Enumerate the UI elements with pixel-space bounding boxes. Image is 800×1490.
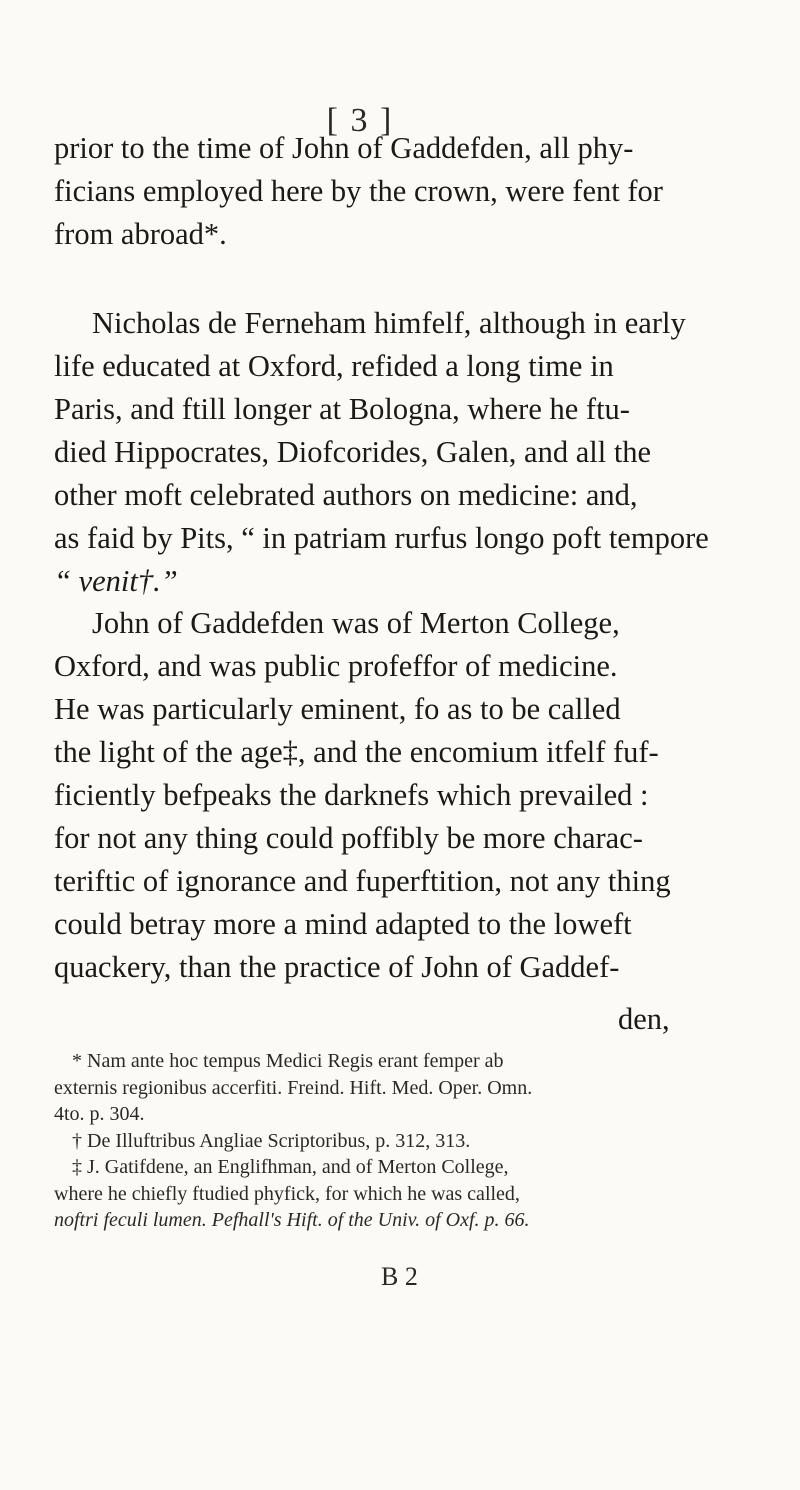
page-number: [ 3 ]: [326, 102, 394, 139]
text-line: ficians employed here by the crown, were fent for: [54, 174, 663, 208]
text-line: died Hippocrates, Diofcorides, Galen, and all the: [54, 435, 652, 469]
paragraph-1: [54, 127, 734, 256]
text-line: Oxford, and was public profeffor of medicine.: [54, 649, 618, 683]
paragraph-3: [54, 602, 734, 989]
text-line: prior to the time of John of Gaddefden, all phy-: [54, 131, 634, 165]
text-line: for not any thing could poffibly be more charac-: [54, 821, 643, 855]
catchword: den,: [618, 1002, 670, 1036]
footnote-line: 4to. p. 304.: [54, 1103, 145, 1125]
footnote-line: * Nam ante hoc tempus Medici Regis erant femper ab: [72, 1050, 504, 1072]
footnote-line: ‡ J. Gatifdene, an Englifhman, and of Merton College,: [72, 1156, 509, 1178]
text-line: ficiently befpeaks the darknefs which prevailed :: [54, 778, 649, 812]
text-line: the light of the age‡, and the encomium itfelf fuf-: [54, 735, 659, 769]
footnotes: [54, 1048, 754, 1234]
text-line: from abroad*.: [54, 217, 227, 251]
footnote-line: where he chiefly ftudied phyfick, for which he was called,: [54, 1182, 520, 1205]
text-line: could betray more a mind adapted to the loweft: [54, 907, 632, 941]
text-line: Paris, and ftill longer at Bologna, where he ftu-: [54, 392, 630, 426]
text-line: “ venit†.”: [54, 564, 178, 598]
text-line: quackery, than the practice of John of Gaddef-: [54, 950, 620, 984]
text-line: He was particularly eminent, fo as to be called: [54, 692, 621, 726]
paragraph-2: [54, 302, 734, 603]
text-line: Nicholas de Ferneham himfelf, although in early: [92, 306, 686, 340]
footnote-line: externis regionibus accerfiti. Freind. Hift. Med. Oper. Omn.: [54, 1076, 533, 1099]
text-line: teriftic of ignorance and fuperftition, not any thing: [54, 864, 671, 898]
text-line: John of Gaddefden was of Merton College,: [92, 606, 620, 640]
text-line: as faid by Pits, “ in patriam rurfus longo poft tempore: [54, 521, 709, 555]
footnote-line: † De Illuftribus Angliae Scriptoribus, p. 312, 313.: [72, 1129, 471, 1152]
text-line: life educated at Oxford, refided a long time in: [54, 349, 614, 383]
footnote-line: noftri feculi lumen. Pefhall's Hift. of the Univ. of Oxf. p. 66.: [54, 1209, 530, 1231]
text-line: other moft celebrated authors on medicine: and,: [54, 478, 638, 512]
signature-mark: B 2: [381, 1262, 418, 1291]
